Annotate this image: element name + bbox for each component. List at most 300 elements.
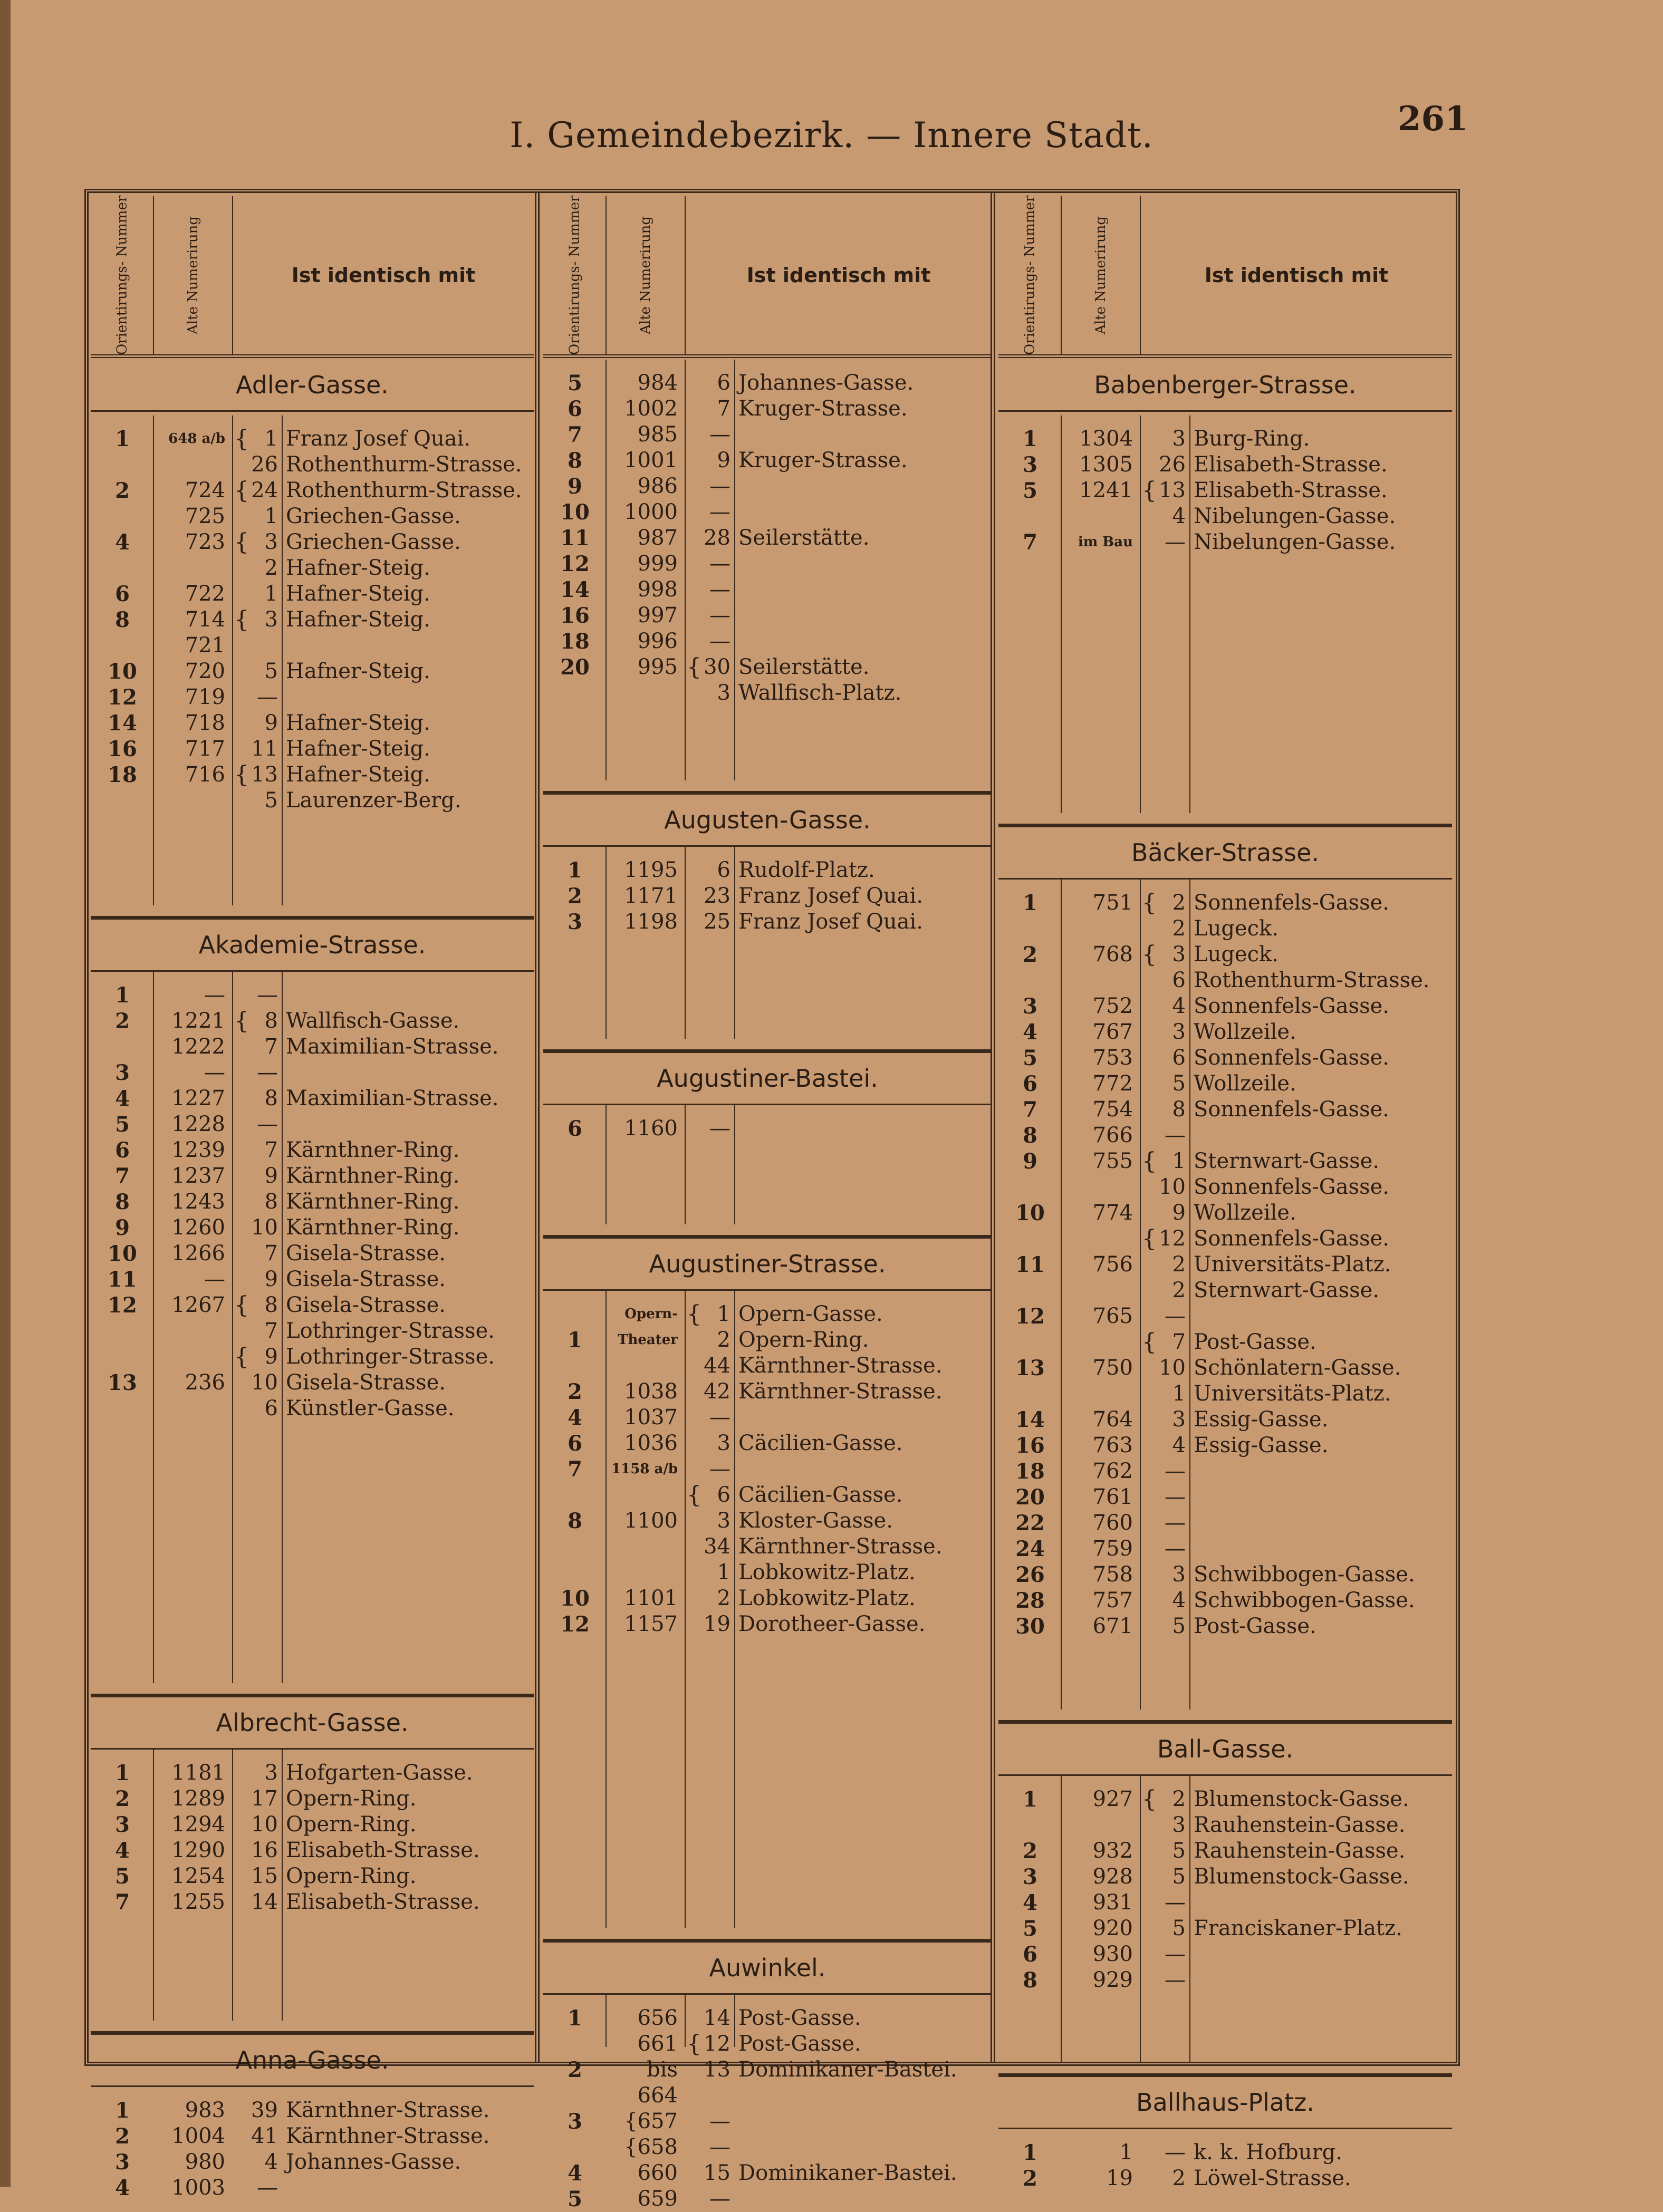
identisch-number: — — [1165, 1942, 1186, 1966]
identisch-number: 13 — [1159, 478, 1186, 503]
identisch-street: Johannes-Gasse. — [286, 2150, 462, 2174]
identisch-number: 3 — [264, 1761, 278, 1785]
alte-numerirung: 720 — [185, 659, 225, 683]
orientirung-number: 2 — [115, 2124, 130, 2149]
table-row — [543, 2160, 992, 2186]
table-row — [998, 1303, 1452, 1329]
brace-mark: { — [687, 1482, 701, 1509]
orientirung-number: 2 — [1023, 942, 1037, 967]
orientirung-number: 22 — [1015, 1511, 1045, 1535]
cell-divider — [685, 847, 686, 1039]
table-row — [91, 2175, 534, 2201]
cell-divider — [1140, 416, 1141, 813]
orientirung-number: 8 — [1023, 1968, 1037, 1993]
brace-mark: { — [234, 1292, 249, 1319]
orientirung-number: 8 — [568, 448, 582, 473]
alte-numerirung: — — [204, 1267, 225, 1291]
table-row — [543, 654, 992, 680]
identisch-number: 9 — [264, 1164, 278, 1188]
orientirung-number: 4 — [115, 2176, 130, 2200]
section-title: Babenberger-Strasse. — [998, 360, 1452, 412]
table-row — [998, 1278, 1452, 1303]
identisch-street: Lothringer-Strasse. — [286, 1319, 495, 1343]
identisch-number: — — [1165, 1123, 1186, 1147]
orientirung-number: 12 — [108, 1293, 137, 1318]
orientirung-number: 7 — [568, 422, 582, 447]
table-row — [91, 555, 534, 581]
table-row — [998, 1433, 1452, 1458]
header-alte-numerirung — [1062, 196, 1140, 354]
alte-numerirung: 1004 — [171, 2124, 225, 2148]
orientirung-number: 10 — [108, 1241, 137, 1266]
identisch-street: Sonnenfels-Gasse. — [1194, 994, 1389, 1018]
identisch-street: Essig-Gasse. — [1194, 1407, 1329, 1432]
orientirung-number: 7 — [115, 1890, 130, 1915]
header-orientirung-label: Orientirungs- Nummer — [114, 195, 130, 355]
brace-mark: { — [1142, 890, 1157, 916]
brace-mark: { — [234, 1344, 249, 1370]
alte-numerirung: 756 — [1092, 1252, 1133, 1277]
identisch-street: Griechen-Gasse. — [286, 530, 461, 554]
table-row — [543, 1508, 992, 1534]
table-row — [91, 1786, 534, 1812]
table-row — [543, 2031, 992, 2057]
table-row — [998, 1071, 1452, 1097]
table-row — [91, 710, 534, 736]
identisch-street: Johannes-Gasse. — [738, 371, 914, 395]
table-row — [998, 1123, 1452, 1148]
identisch-number: — — [709, 474, 730, 498]
brace-mark: { — [1142, 941, 1157, 968]
identisch-number: 2 — [1172, 1787, 1186, 1811]
identisch-street: Kloster-Gasse. — [738, 1509, 893, 1533]
table-row — [998, 1200, 1452, 1226]
identisch-number: 4 — [1172, 994, 1186, 1018]
identisch-street: Griechen-Gasse. — [286, 504, 461, 528]
identisch-number: — — [709, 500, 730, 524]
table-row — [91, 1760, 534, 1786]
identisch-number: — — [709, 629, 730, 653]
orientirung-number: 16 — [560, 603, 590, 628]
table-row — [543, 2186, 992, 2212]
alte-numerirung: 983 — [185, 2098, 225, 2122]
identisch-number: 7 — [264, 1319, 278, 1343]
table-row — [998, 1941, 1452, 1967]
orientirung-number: 4 — [1023, 1020, 1037, 1045]
table-row — [998, 504, 1452, 529]
identisch-number: — — [1165, 1890, 1186, 1915]
identisch-number: 42 — [704, 1379, 730, 1404]
table-column-1 — [91, 195, 534, 2200]
table-row — [91, 762, 534, 788]
table-row — [543, 474, 992, 499]
table-row — [998, 1458, 1452, 1484]
table-row — [998, 1381, 1452, 1407]
identisch-number: — — [1165, 1511, 1186, 1535]
identisch-street: Gisela-Strasse. — [286, 1241, 446, 1266]
orientirung-number: 1 — [1023, 891, 1037, 915]
table-row — [91, 1863, 534, 1889]
table-row — [543, 1379, 992, 1405]
alte-numerirung: 1000 — [624, 500, 678, 524]
alte-numerirung: 19 — [1106, 2166, 1133, 2190]
identisch-number: — — [1165, 530, 1186, 554]
table-row — [91, 1292, 534, 1318]
identisch-street: Post-Gasse. — [738, 2032, 861, 2056]
cell-divider — [282, 416, 283, 905]
identisch-street: Seilerstätte. — [738, 526, 870, 550]
identisch-number: 1 — [264, 504, 278, 528]
orientirung-number: 2 — [115, 1009, 130, 1033]
identisch-number: 26 — [251, 452, 278, 477]
alte-numerirung: 648 a/b — [168, 431, 225, 447]
orientirung-number: 30 — [1015, 1614, 1045, 1639]
orientirung-number: 20 — [1015, 1485, 1045, 1510]
cell-divider — [153, 416, 154, 905]
identisch-street: Elisabeth-Strasse. — [1194, 452, 1388, 477]
orientirung-number: 2 — [115, 1786, 130, 1811]
table-row — [998, 1510, 1452, 1536]
orientirung-number: 12 — [560, 552, 590, 576]
orientirung-number: 8 — [1023, 1123, 1037, 1148]
header-divider — [605, 196, 607, 354]
table-row — [543, 2109, 992, 2134]
table-row — [998, 890, 1452, 916]
cell-divider — [734, 1995, 735, 2047]
orientirung-number: 11 — [1015, 1252, 1045, 1277]
table-row — [998, 1484, 1452, 1510]
section-title: Ball-Gasse. — [998, 1720, 1452, 1776]
table-row — [998, 1588, 1452, 1614]
table-row — [998, 1864, 1452, 1890]
cell-divider — [1061, 880, 1062, 1709]
section-title: Albrecht-Gasse. — [91, 1694, 534, 1750]
identisch-number: 6 — [264, 1396, 278, 1421]
orientirung-number: 6 — [115, 582, 130, 606]
identisch-street: Hafner-Steig. — [286, 711, 430, 735]
identisch-street: Post-Gasse. — [1194, 1330, 1316, 1354]
orientirung-number: 16 — [1015, 1433, 1045, 1458]
identisch-street: Rothenthurm-Strasse. — [286, 478, 522, 503]
identisch-number: 9 — [264, 1345, 278, 1369]
alte-numerirung: 753 — [1092, 1046, 1133, 1070]
orientirung-number: 11 — [108, 1267, 137, 1292]
identisch-number: 8 — [264, 1086, 278, 1110]
alte-numerirung: 765 — [1092, 1304, 1133, 1328]
alte-numerirung: 772 — [1092, 1071, 1133, 1096]
table-row — [543, 883, 992, 909]
cell-divider — [1061, 1776, 1062, 2063]
table-row — [91, 426, 534, 452]
page-number: 261 — [1398, 99, 1468, 139]
identisch-street: Opern-Ring. — [286, 1786, 417, 1811]
identisch-number: 3 — [1172, 942, 1186, 967]
alte-numerirung: 1267 — [171, 1293, 225, 1317]
identisch-number: — — [709, 1457, 730, 1481]
identisch-number: 8 — [264, 1190, 278, 1214]
orientirung-number: 13 — [1015, 1356, 1045, 1380]
orientirung-number: 4 — [115, 1838, 130, 1863]
alte-numerirung: im Bau — [1078, 534, 1133, 550]
identisch-street: Dominikaner-Bastei. — [738, 2161, 957, 2185]
alte-numerirung: 723 — [185, 530, 225, 554]
alte-numerirung: 1001 — [624, 448, 678, 472]
alte-numerirung: 725 — [185, 504, 225, 528]
identisch-street: Nibelungen-Gasse. — [1194, 530, 1396, 554]
alte-numerirung: 1198 — [624, 910, 678, 934]
identisch-number: 2 — [1172, 891, 1186, 915]
identisch-number: 4 — [1172, 504, 1186, 528]
alte-numerirung: 762 — [1092, 1459, 1133, 1483]
identisch-number: 10 — [251, 1370, 278, 1395]
identisch-street: Kärnthner-Strasse. — [286, 2098, 490, 2122]
table-row — [998, 529, 1452, 555]
orientirung-number: 8 — [115, 1190, 130, 1214]
identisch-street: Sternwart-Gasse. — [1194, 1278, 1380, 1302]
alte-numerirung: 930 — [1092, 1942, 1133, 1966]
cell-divider — [734, 360, 735, 780]
table-row — [91, 2149, 534, 2175]
table-row — [543, 1560, 992, 1586]
identisch-number: 9 — [717, 448, 730, 472]
brace-mark: { — [234, 529, 249, 556]
identisch-number: 3 — [264, 607, 278, 632]
alte-numerirung: 721 — [185, 633, 225, 658]
orientirung-number: 1 — [568, 858, 582, 883]
identisch-street: Rothenthurm-Strasse. — [1194, 968, 1430, 992]
identisch-street: Wollzeile. — [1194, 1020, 1296, 1044]
identisch-number: 1 — [1172, 1149, 1186, 1173]
table-row — [998, 1562, 1452, 1588]
identisch-street: Löwel-Strasse. — [1194, 2166, 1351, 2190]
identisch-number: 39 — [251, 2098, 278, 2122]
identisch-number: 1 — [717, 1560, 730, 1585]
identisch-street: Maximilian-Strasse. — [286, 1035, 499, 1059]
table-row — [543, 1301, 992, 1327]
identisch-street: Dorotheer-Gasse. — [738, 1612, 926, 1636]
orientirung-number: 3 — [115, 1060, 130, 1085]
identisch-number: 7 — [264, 1138, 278, 1162]
orientirung-number: 8 — [568, 1509, 582, 1533]
identisch-number: — — [257, 983, 278, 1007]
identisch-street: Nibelungen-Gasse. — [1194, 504, 1396, 528]
alte-numerirung: 757 — [1092, 1588, 1133, 1612]
table-row — [998, 2166, 1452, 2191]
identisch-number: 2 — [717, 1328, 730, 1352]
brace-mark: { — [687, 2031, 701, 2058]
table-row — [543, 2083, 992, 2109]
orientirung-number: 2 — [1023, 1839, 1037, 1863]
orientirung-number: 13 — [108, 1370, 137, 1395]
identisch-number: — — [1165, 1485, 1186, 1509]
identisch-street: Essig-Gasse. — [1194, 1433, 1329, 1457]
orientirung-number: 10 — [1015, 1201, 1045, 1225]
identisch-street: Kärnthner-Strasse. — [738, 1354, 943, 1378]
table-row — [998, 1407, 1452, 1433]
table-row — [543, 448, 992, 474]
orientirung-number: 18 — [108, 762, 137, 787]
table-row — [91, 1215, 534, 1241]
brace-mark: { — [234, 606, 249, 633]
orientirung-number: 7 — [568, 1457, 582, 1482]
alte-numerirung: 1036 — [624, 1431, 678, 1455]
table-row — [998, 1045, 1452, 1071]
orientirung-number: 6 — [115, 1138, 130, 1163]
table-column-3 — [998, 195, 1452, 2191]
table-row — [998, 1812, 1452, 1838]
identisch-number: — — [709, 603, 730, 627]
identisch-number: 17 — [251, 1786, 278, 1811]
identisch-street: Schwibbogen-Gasse. — [1194, 1588, 1415, 1612]
identisch-street: Rauhenstein-Gasse. — [1194, 1839, 1406, 1863]
alte-numerirung: 999 — [637, 552, 678, 576]
table-row — [91, 607, 534, 633]
orientirung-number: 11 — [560, 526, 590, 550]
alte-numerirung: 1241 — [1079, 478, 1133, 503]
identisch-street: Blumenstock-Gasse. — [1194, 1865, 1409, 1889]
identisch-number: 5 — [1172, 1839, 1186, 1863]
identisch-street: Sonnenfels-Gasse. — [1194, 1046, 1389, 1070]
brace-mark: { — [687, 654, 701, 681]
brace-mark: { — [1142, 1148, 1157, 1175]
identisch-number: 7 — [264, 1035, 278, 1059]
table-row — [998, 916, 1452, 942]
identisch-number: — — [709, 552, 730, 576]
header-identisch: Ist identisch mit — [746, 264, 931, 287]
table-row — [91, 478, 534, 504]
section-title: Augustiner-Bastei. — [543, 1049, 992, 1105]
table-row — [91, 1241, 534, 1267]
identisch-number: 3 — [717, 1509, 730, 1533]
identisch-number: 2 — [1172, 1278, 1186, 1302]
alte-numerirung: 985 — [637, 422, 678, 447]
identisch-street: Universitäts-Platz. — [1194, 1382, 1391, 1406]
cell-divider — [232, 972, 233, 1683]
orientirung-number: 7 — [1023, 530, 1037, 555]
identisch-number: 15 — [704, 2161, 730, 2185]
table-row — [998, 426, 1452, 452]
section-title: Augustiner-Strasse. — [543, 1235, 992, 1291]
orientirung-number: 5 — [115, 1864, 130, 1889]
identisch-number: 19 — [704, 1612, 730, 1636]
table-row — [998, 1252, 1452, 1278]
orientirung-number: 5 — [115, 1112, 130, 1137]
table-row — [998, 1890, 1452, 1916]
identisch-number: — — [709, 1405, 730, 1429]
alte-numerirung: 656 — [637, 2006, 678, 2030]
cell-divider — [734, 1105, 735, 1224]
identisch-street: Künstler-Gasse. — [286, 1396, 455, 1421]
orientirung-number: 2 — [568, 2058, 582, 2082]
alte-numerirung: bis — [647, 2058, 678, 2082]
alte-numerirung: 761 — [1092, 1485, 1133, 1509]
brace-mark: { — [687, 1301, 701, 1328]
identisch-number: — — [257, 2176, 278, 2200]
orientirung-number: 6 — [568, 1431, 582, 1456]
table-row — [998, 942, 1452, 968]
alte-numerirung: 928 — [1092, 1865, 1133, 1889]
cell-divider — [605, 1995, 607, 2047]
orientirung-number: 2 — [568, 1379, 582, 1404]
identisch-number: — — [1165, 1537, 1186, 1561]
cell-divider — [1189, 416, 1190, 813]
table-row — [543, 551, 992, 577]
table-row — [91, 504, 534, 529]
identisch-number: 13 — [251, 762, 278, 787]
alte-numerirung: 1037 — [624, 1405, 678, 1429]
alte-numerirung: 671 — [1092, 1614, 1133, 1638]
cell-divider — [605, 1105, 607, 1224]
table-row — [543, 1456, 992, 1482]
orientirung-number: 18 — [1015, 1459, 1045, 1484]
table-column-2 — [543, 195, 992, 2211]
identisch-number: 34 — [704, 1534, 730, 1559]
table-row — [543, 499, 992, 525]
orientirung-number: 6 — [568, 1116, 582, 1141]
identisch-number: 1 — [264, 582, 278, 606]
alte-numerirung: 1305 — [1079, 452, 1133, 477]
identisch-number: 4 — [1172, 1433, 1186, 1457]
orientirung-number: 14 — [560, 577, 590, 602]
identisch-number: 6 — [717, 858, 730, 882]
table-row — [91, 1318, 534, 1344]
alte-numerirung: {657 — [624, 2109, 678, 2133]
identisch-number: — — [1165, 2140, 1186, 2165]
table-row — [91, 581, 534, 607]
identisch-number: 5 — [1172, 1916, 1186, 1940]
orientirung-number: 4 — [1023, 1890, 1037, 1915]
alte-numerirung: — — [204, 983, 225, 1007]
identisch-number: 25 — [704, 910, 730, 934]
orientirung-number: 2 — [568, 884, 582, 909]
identisch-number: 3 — [717, 681, 730, 705]
orientirung-number: 4 — [568, 2161, 582, 2186]
identisch-street: Hafner-Steig. — [286, 556, 430, 580]
identisch-number: — — [709, 2109, 730, 2133]
alte-numerirung: 1255 — [171, 1890, 225, 1914]
alte-numerirung: 764 — [1092, 1407, 1133, 1432]
orientirung-number: 10 — [560, 1586, 590, 1611]
identisch-street: Lugeck. — [1194, 942, 1279, 967]
identisch-number: 5 — [264, 659, 278, 683]
table-row — [543, 2005, 992, 2031]
alte-numerirung: Opern- — [624, 1306, 678, 1322]
alte-numerirung: 755 — [1092, 1149, 1133, 1173]
identisch-number: 16 — [251, 1838, 278, 1862]
header-identisch: Ist identisch mit — [1204, 264, 1389, 287]
column-header — [543, 196, 992, 358]
identisch-street: Wollzeile. — [1194, 1201, 1296, 1225]
identisch-number: 1 — [717, 1302, 730, 1326]
identisch-street: Hafner-Steig. — [286, 582, 430, 606]
table-row — [91, 1137, 534, 1163]
cell-divider — [605, 847, 607, 1039]
orientirung-number: 8 — [115, 607, 130, 632]
orientirung-number: 9 — [568, 474, 582, 499]
alte-numerirung: 996 — [637, 629, 678, 653]
identisch-number: 10 — [1159, 1356, 1186, 1380]
identisch-street: Kärnthner-Strasse. — [286, 2124, 490, 2148]
table-row — [998, 1916, 1452, 1941]
identisch-street: Gisela-Strasse. — [286, 1267, 446, 1291]
cell-divider — [232, 416, 233, 905]
identisch-number: 3 — [1172, 1020, 1186, 1044]
table-row — [91, 788, 534, 814]
cell-divider — [685, 360, 686, 780]
table-row — [91, 982, 534, 1008]
identisch-number: 30 — [704, 655, 730, 679]
orientirung-number: 16 — [108, 737, 137, 761]
